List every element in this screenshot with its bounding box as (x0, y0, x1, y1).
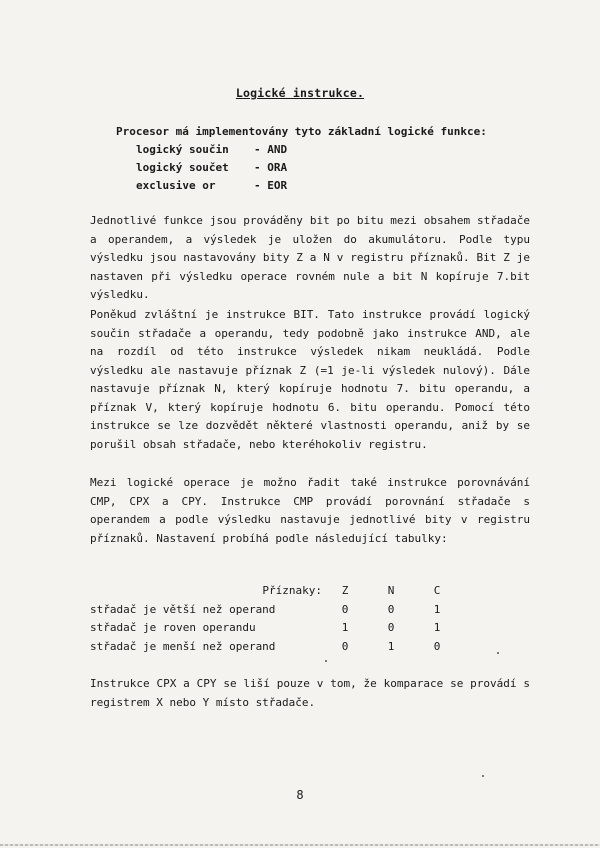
function-code: - ORA (254, 161, 288, 174)
flag-value: 1 (341, 621, 349, 634)
flags-column-header: Z (341, 584, 349, 597)
paragraph-bit-instruction: Poněkud zvláštní je instrukce BIT. Tato instrukce provádí logický součin střadače a operandu, tedy podobně jako instrukce AND, ale na rozdíl od této instrukce výsledek nikam neukládá. Podle výsledku ale nastavuje příznak Z (=1 je-li výsledek nulový). Dále nastavuje příznak N, který kopíruje hodnotu 7. bitu operandu, a příznak V, který kopíruje hodnotu 6. bitu operandu. Pomocí této instrukce se lze dozvědět některé vlastnosti operandu, aniž by se porušil obsah střadače, nebo kteréhokoliv registru. (90, 308, 530, 451)
paragraph-compare: Mezi logické operace je možno řadit také instrukce porovnávání CMP, CPX a CPY. Instrukce CMP provádí porovnání střadače s operandem a podle výsledku nastavuje jednotlivé bity v registru příznaků. Nastavení probíhá podle následující tabulky: (90, 476, 530, 545)
flag-value: 1 (387, 639, 395, 653)
function-name: logický součin (136, 143, 229, 156)
scan-speck (497, 652, 499, 654)
row-label: střadač je menší než operand (90, 639, 276, 653)
flag-value: 0 (387, 602, 395, 616)
flags-table-header (90, 582, 460, 601)
flags-column-header: C (433, 584, 441, 597)
flag-value: 0 (341, 639, 349, 653)
flag-value: 1 (433, 602, 441, 616)
flag-value: 0 (341, 602, 349, 616)
flag-value: 0 (433, 639, 441, 653)
flag-value: 0 (387, 621, 395, 634)
flag-value: 1 (433, 621, 441, 634)
table-row (90, 638, 460, 657)
page-title: Logické instrukce. (235, 86, 365, 100)
function-code: - AND (254, 143, 288, 156)
function-code: - EOR (254, 179, 288, 192)
flags-header-label: Příznaky: (262, 584, 322, 597)
table-row (90, 601, 460, 620)
function-row (116, 141, 487, 159)
scan-speck (482, 775, 484, 777)
flags-table (90, 582, 460, 656)
function-name: logický součet (136, 161, 229, 174)
paragraph-functions: Jednotlivé funkce jsou prováděny bit po bitu mezi obsahem střadače a operandem, a výsledek je uložen do akumulátoru. Podle typu výsledku jsou nastavovány bity Z a N v registru příznaků. Bit Z je nastaven při výsledku operace rovném nule a bit N kopíruje 7.bit výsledku. (90, 214, 530, 301)
function-row (116, 177, 487, 195)
intro-lead: Procesor má implementovány tyto základní logické funkce: (116, 125, 487, 138)
table-row (90, 619, 460, 638)
scan-speck (325, 660, 327, 662)
page-number: 8 (296, 788, 304, 802)
function-row (116, 159, 487, 177)
flags-column-header: N (387, 584, 395, 597)
row-label: střadač je větší než operand (90, 602, 276, 616)
function-name: exclusive or (136, 179, 216, 192)
scan-edge (0, 844, 600, 846)
paragraph-cpx-cpy: Instrukce CPX a CPY se liší pouze v tom, že komparace se provádí s registrem X nebo Y místo střadače. (90, 677, 530, 709)
intro-block (116, 123, 487, 195)
row-label: střadač je roven operandu (90, 621, 256, 634)
